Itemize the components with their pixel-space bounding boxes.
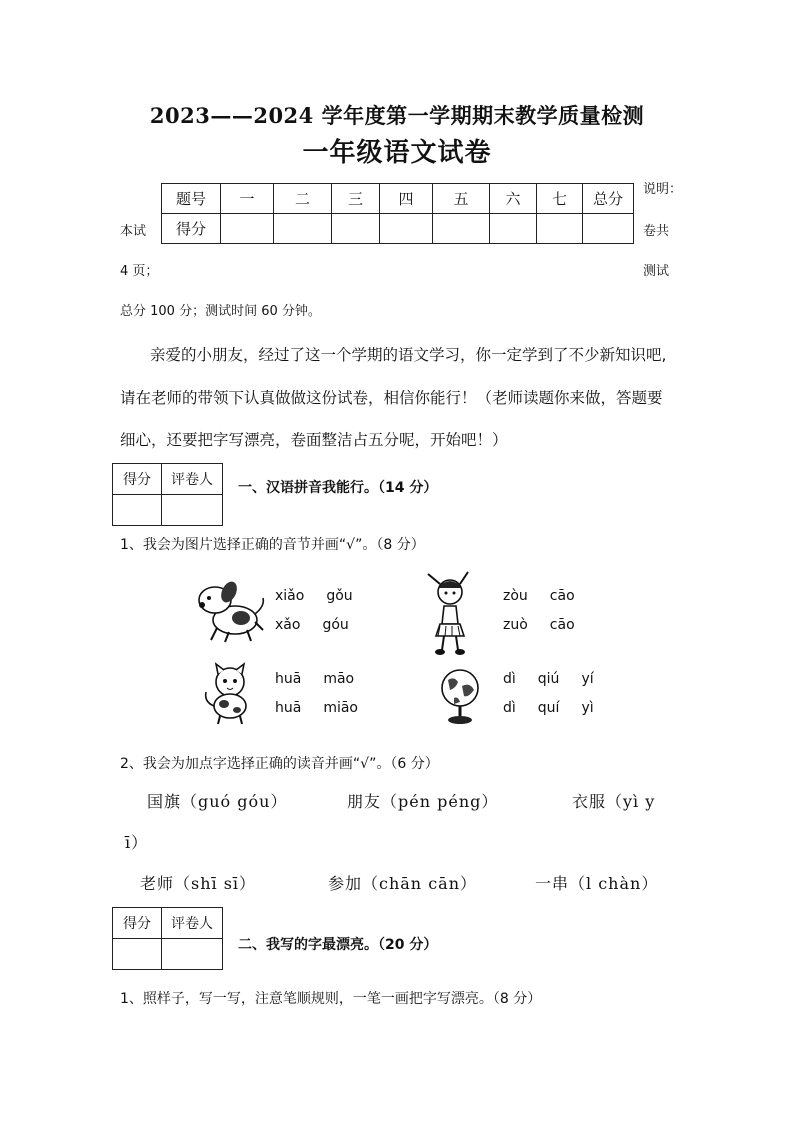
pinyin-syllable: dì: [503, 700, 516, 716]
pinyin-syllable: zòu: [503, 588, 528, 604]
pinyin-syllable: miāo: [323, 700, 358, 716]
grader-box: [112, 463, 223, 526]
section2-title: 二、我写的字最漂亮。（20 分）: [238, 937, 438, 953]
pinyin-syllable: cāo: [549, 617, 575, 633]
grader-score-input[interactable]: [113, 939, 162, 970]
score-cell: 三: [332, 184, 380, 214]
score-cell: 二: [274, 184, 332, 214]
score-cell: 五: [433, 184, 490, 214]
reading-item[interactable]: 参加（chān cān）: [328, 874, 478, 893]
grader-name-label: 评卷人: [162, 464, 223, 495]
intro-line-3: 细心，还要把字写漂亮，卷面整洁占五分呢，开始吧！）: [120, 431, 508, 449]
pinyin-cat-option-2[interactable]: [275, 700, 380, 716]
reading-item[interactable]: 国旗（guó góu）: [147, 792, 288, 811]
pinyin-girl-option-1[interactable]: [503, 588, 597, 604]
grader-score-label: 得分: [113, 464, 162, 495]
reading-item[interactable]: 老师（shī sī）: [140, 874, 257, 893]
pinyin-globe-option-2[interactable]: [503, 700, 616, 716]
score-input-cell[interactable]: [332, 214, 380, 244]
intro-line-2: 请在老师的带领下认真做做这份试卷，相信你能行！（老师读题你来做，答题要: [120, 389, 663, 407]
score-input-cell[interactable]: [433, 214, 490, 244]
note-ce-shi: 测试: [643, 264, 670, 279]
pinyin-syllable: quí: [537, 700, 560, 716]
dog-icon: [195, 578, 270, 646]
note-ben-shi: 本试: [120, 224, 147, 239]
girl-exercising-icon: [422, 570, 482, 658]
pinyin-girl-option-2[interactable]: [503, 617, 597, 633]
pinyin-dog-option-1[interactable]: [275, 588, 375, 604]
pinyin-syllable: huā: [275, 671, 302, 687]
grader-box: [112, 907, 223, 970]
pinyin-globe-option-1[interactable]: [503, 671, 616, 687]
score-input-cell[interactable]: [537, 214, 583, 244]
pinyin-syllable: huā: [275, 700, 302, 716]
score-input-cell[interactable]: [221, 214, 274, 244]
pinyin-cat-option-1[interactable]: [275, 671, 376, 687]
reading-item[interactable]: 衣服（yì y: [572, 792, 656, 811]
note-pages: 4 页；: [120, 264, 159, 279]
exam-subtitle: 一年级语文试卷: [302, 138, 492, 168]
pinyin-syllable: yì: [581, 700, 594, 716]
score-table: [161, 183, 634, 244]
score-cell: 总分: [583, 184, 634, 214]
section1-title: 一、汉语拼音我能行。（14 分）: [238, 480, 438, 496]
pinyin-dog-option-2[interactable]: [275, 617, 371, 633]
pinyin-syllable: dì: [503, 671, 516, 687]
pinyin-syllable: zuò: [503, 617, 528, 633]
intro-line-1: 亲爱的小朋友，经过了这一个学期的语文学习，你一定学到了不少新知识吧,: [150, 346, 667, 364]
grader-score-input[interactable]: [113, 495, 162, 526]
score-cell: 一: [221, 184, 274, 214]
exam-title: 2023——2024 学年度第一学期期末教学质量检测: [149, 103, 645, 128]
section2-q1: 1、照样子，写一写，注意笔顺规则，一笔一画把字写漂亮。（8 分）: [120, 991, 542, 1007]
score-input-cell[interactable]: [274, 214, 332, 244]
pinyin-syllable: qiú: [537, 671, 560, 687]
note-total-time: 总分 100 分；测试时间 60 分钟。: [120, 304, 321, 319]
cat-icon: [200, 662, 260, 726]
grader-name-input[interactable]: [162, 495, 223, 526]
section1-q1: 1、我会为图片选择正确的音节并画“√”。（8 分）: [120, 537, 425, 553]
reading-item[interactable]: 朋友（pén péng）: [347, 792, 499, 811]
pinyin-syllable: māo: [323, 671, 355, 687]
grader-name-input[interactable]: [162, 939, 223, 970]
section1-q2: 2、我会为加点字选择正确的读音并画“√”。（6 分）: [120, 756, 439, 772]
score-table-header-row: [162, 184, 634, 214]
score-cell: 题号: [162, 184, 221, 214]
score-cell: 六: [490, 184, 537, 214]
reading-item[interactable]: 一串（l chàn）: [535, 874, 659, 893]
score-input-cell[interactable]: [380, 214, 433, 244]
pinyin-syllable: yí: [581, 671, 594, 687]
grader-score-label: 得分: [113, 908, 162, 939]
reading-item-continued: ī）: [125, 833, 149, 852]
score-cell: 四: [380, 184, 433, 214]
pinyin-syllable: cāo: [549, 588, 575, 604]
note-juan-gong: 卷共: [643, 224, 670, 239]
pinyin-syllable: góu: [322, 617, 349, 633]
score-input-cell[interactable]: [490, 214, 537, 244]
score-cell: 七: [537, 184, 583, 214]
grader-name-label: 评卷人: [162, 908, 223, 939]
score-input-cell[interactable]: [583, 214, 634, 244]
pinyin-syllable: xiǎo: [275, 588, 305, 604]
score-table-score-row: [162, 214, 634, 244]
score-cell: 得分: [162, 214, 221, 244]
pinyin-syllable: xǎo: [275, 617, 301, 633]
note-explain: 说明：: [643, 182, 683, 197]
globe-icon: [436, 666, 484, 726]
pinyin-syllable: gǒu: [326, 588, 353, 604]
